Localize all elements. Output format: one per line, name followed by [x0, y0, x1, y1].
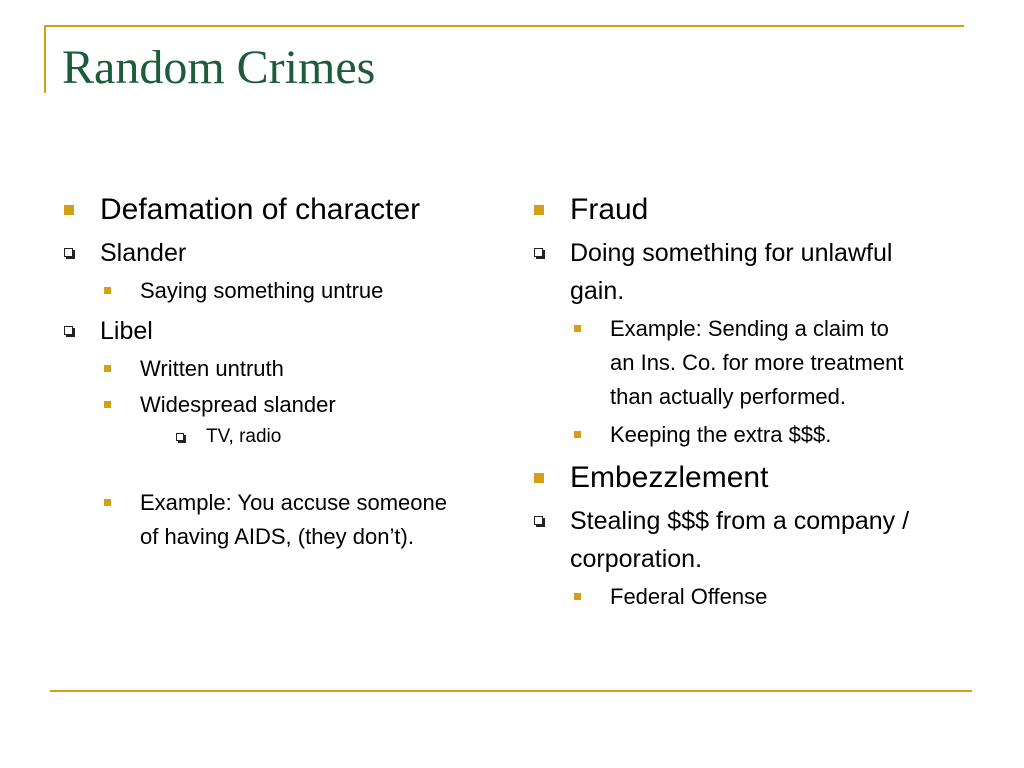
bullet-slander-item	[104, 274, 504, 308]
libel-label: Libel	[100, 317, 153, 345]
small-filled-square-bullet-icon	[574, 593, 581, 600]
libel-item-text: Written untruth	[140, 356, 284, 381]
bullet-slander	[64, 234, 504, 272]
small-filled-square-bullet-icon	[574, 325, 581, 332]
defamation-heading: Defamation of character	[100, 193, 421, 226]
bullet-embezzlement-definition	[534, 502, 910, 578]
bullet-libel	[64, 312, 504, 350]
small-filled-square-bullet-icon	[104, 499, 111, 506]
bullet-fraud-item	[574, 418, 974, 452]
bullet-embezzlement	[534, 458, 974, 498]
libel-subitem-text: TV, radio	[206, 426, 282, 447]
top-rule	[44, 25, 964, 27]
fraud-definition-text: Doing something for unlawful gain.	[570, 239, 893, 305]
bullet-libel-subitem	[176, 422, 504, 452]
small-filled-square-bullet-icon	[104, 365, 111, 372]
hollow-square-bullet-icon	[534, 516, 543, 525]
fraud-item-text: Keeping the extra $$$.	[610, 422, 832, 447]
fraud-heading: Fraud	[570, 193, 649, 226]
embezzlement-heading: Embezzlement	[570, 461, 769, 494]
bullet-embezzlement-item	[574, 580, 974, 614]
bullet-fraud	[534, 190, 974, 230]
filled-square-bullet-icon	[534, 473, 544, 483]
left-column	[64, 190, 504, 554]
slide-title: Random Crimes	[62, 41, 376, 94]
libel-item-text: Widespread slander	[140, 392, 336, 417]
filled-square-bullet-icon	[64, 205, 74, 215]
embezzlement-definition-text: Stealing $$$ from a company / corporation.	[570, 507, 910, 573]
hollow-square-bullet-icon	[64, 248, 73, 257]
hollow-square-bullet-icon	[534, 248, 543, 257]
small-filled-square-bullet-icon	[104, 401, 111, 408]
embezzlement-item-text: Federal Offense	[610, 584, 768, 609]
bullet-fraud-definition	[534, 234, 900, 310]
left-rule	[44, 25, 46, 93]
bullet-libel-item	[104, 352, 504, 386]
bullet-libel-item	[104, 388, 504, 422]
bottom-rule	[50, 690, 972, 692]
small-hollow-square-bullet-icon	[176, 433, 184, 441]
bullet-defamation	[64, 190, 504, 230]
right-column	[534, 190, 974, 614]
small-filled-square-bullet-icon	[574, 431, 581, 438]
slander-label: Slander	[100, 239, 187, 267]
slander-item-text: Saying something untrue	[140, 278, 384, 303]
fraud-item-text: Example: Sending a claim to an Ins. Co. for more treatment than actually performed.	[610, 316, 904, 409]
libel-example-text: Example: You accuse someone of having AIDS, (they don’t).	[140, 490, 447, 549]
bullet-libel-example	[104, 486, 460, 554]
hollow-square-bullet-icon	[64, 326, 73, 335]
small-filled-square-bullet-icon	[104, 287, 111, 294]
filled-square-bullet-icon	[534, 205, 544, 215]
bullet-fraud-item	[574, 312, 910, 414]
